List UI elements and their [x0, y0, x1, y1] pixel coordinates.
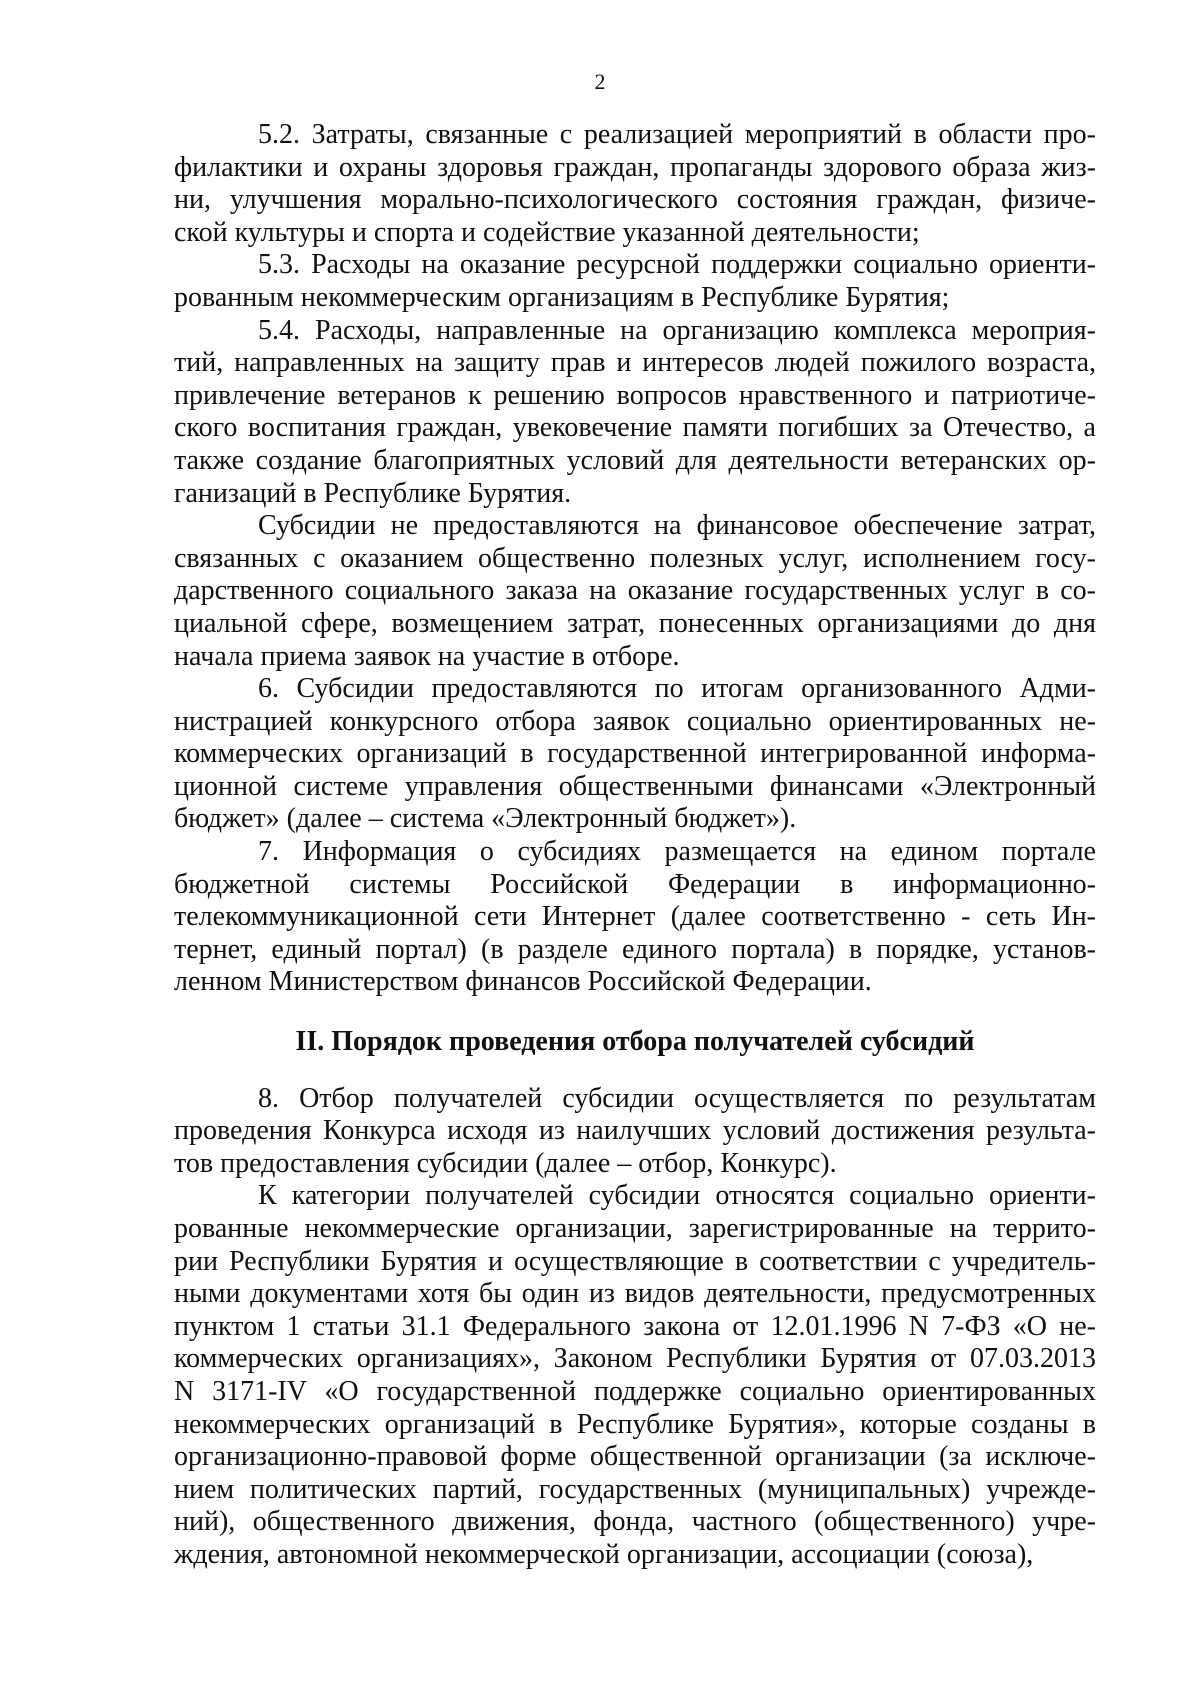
- text-line: нием политических партий, государственных (муниципальных) учрежде-: [174, 1473, 1096, 1505]
- text-line: 8. Отбор получателей субсидии осуществляется по результатам: [258, 1082, 1096, 1114]
- text-line: ленном Министерством финансов Российской Федерации.: [174, 966, 872, 998]
- text-line: коммерческих организаций в государственной интегрированной информа-: [174, 738, 1096, 770]
- text-line: ний), общественного движения, фонда, частного (общественного) учре-: [174, 1506, 1096, 1538]
- paragraph: [174, 1083, 1096, 1181]
- text-line: привлечение ветеранов к решению вопросов нравственного и патриотиче-: [174, 379, 1096, 411]
- text-line: ского воспитания граждан, увековечение памяти погибших за Отечество, а: [174, 412, 1096, 444]
- text-line: тов предоставления субсидии (далее – отбор, Конкурс).: [174, 1147, 837, 1179]
- text-line: бюджетной системы Российской Федерации в информационно-: [174, 868, 1096, 900]
- page-number: 2: [594, 69, 606, 94]
- text-line: рованные некоммерческие организации, зарегистрированные на террито-: [174, 1213, 1096, 1244]
- text-line: 5.4. Расходы, направленные на организацию комплекса мероприя-: [258, 314, 1096, 346]
- text-line: рии Республики Бурятия и осуществляющие в соответствии с учредитель-: [174, 1245, 1096, 1277]
- text-line: бюджет» (далее – система «Электронный бюджет»).: [174, 803, 797, 835]
- text-line: 6. Субсидии предоставляются по итогам организованного Адми-: [258, 673, 1096, 705]
- text-line: дарственного социального заказа на оказание государственных услуг в со-: [174, 575, 1096, 607]
- paragraph: [174, 836, 1096, 999]
- text-line: ганизаций в Республике Бурятия.: [174, 477, 572, 509]
- document-body: [174, 119, 1096, 1572]
- paragraphs-before-heading: [174, 119, 1096, 999]
- text-line: ждения, автономной некоммерческой организации, ассоциации (союза),: [174, 1538, 1034, 1570]
- paragraph: [174, 249, 1096, 314]
- paragraph: [174, 510, 1096, 673]
- paragraph: [174, 1180, 1096, 1571]
- text-line: ционной системе управления общественными финансами «Электронный: [174, 770, 1096, 802]
- text-line: 5.2. Затраты, связанные с реализацией мероприятий в области про-: [258, 119, 1096, 150]
- text-line: ской культуры и спорта и содействие указанной деятельности;: [174, 216, 920, 248]
- text-line: 7. Информация о субсидиях размещается на едином портале: [258, 836, 1096, 868]
- text-line: пунктом 1 статьи 31.1 Федерального закона от 12.01.1996 N 7-ФЗ «О не-: [174, 1310, 1096, 1342]
- text-line: N 3171-IV «О государственной поддержке социально ориентированных: [174, 1375, 1096, 1407]
- text-line: 5.3. Расходы на оказание ресурсной поддержки социально ориенти-: [258, 249, 1096, 281]
- paragraph: [174, 315, 1096, 511]
- text-line: некоммерческих организаций в Республике Бурятия», которые созданы в: [174, 1408, 1096, 1440]
- paragraph: [174, 119, 1096, 249]
- text-line: связанных с оказанием общественно полезных услуг, исполнением госу-: [174, 542, 1096, 574]
- text-line: ными документами хотя бы один из видов деятельности, предусмотренных: [174, 1278, 1096, 1310]
- text-line: филактики и охраны здоровья граждан, пропаганды здорового образа жиз-: [174, 151, 1096, 183]
- text-line: коммерческих организациях», Законом Республики Бурятия от 07.03.2013: [174, 1343, 1096, 1375]
- text-line: циальной сфере, возмещением затрат, понесенных организациями до дня: [174, 607, 1096, 639]
- text-line: рованным некоммерческим организациям в Республике Бурятия;: [174, 281, 950, 313]
- section-heading: II. Порядок проведения отбора получателей субсидий: [295, 1026, 975, 1058]
- text-line: тий, направленных на защиту прав и интересов людей пожилого возраста,: [174, 347, 1096, 379]
- paragraphs-after-heading: [174, 1083, 1096, 1572]
- text-line: тернет, единый портал) (в разделе единого портала) в порядке, установ-: [174, 933, 1096, 965]
- text-line: также создание благоприятных условий для деятельности ветеранских ор-: [174, 444, 1096, 476]
- text-line: телекоммуникационной сети Интернет (далее соответственно - сеть Ин-: [174, 901, 1096, 933]
- text-line: Субсидии не предоставляются на финансовое обеспечение затрат,: [258, 510, 1096, 542]
- text-line: ни, улучшения морально-психологического состояния граждан, физиче-: [174, 184, 1096, 216]
- text-line: К категории получателей субсидии относятся социально ориенти-: [258, 1180, 1096, 1212]
- text-line: нистрацией конкурсного отбора заявок социально ориентированных не-: [174, 705, 1096, 737]
- text-line: проведения Конкурса исходя из наилучших условий достижения результа-: [174, 1115, 1096, 1147]
- text-line: организационно-правовой форме общественной организации (за исключе-: [174, 1441, 1096, 1473]
- paragraph: [174, 673, 1096, 836]
- text-line: начала приема заявок на участие в отборе.: [174, 640, 680, 672]
